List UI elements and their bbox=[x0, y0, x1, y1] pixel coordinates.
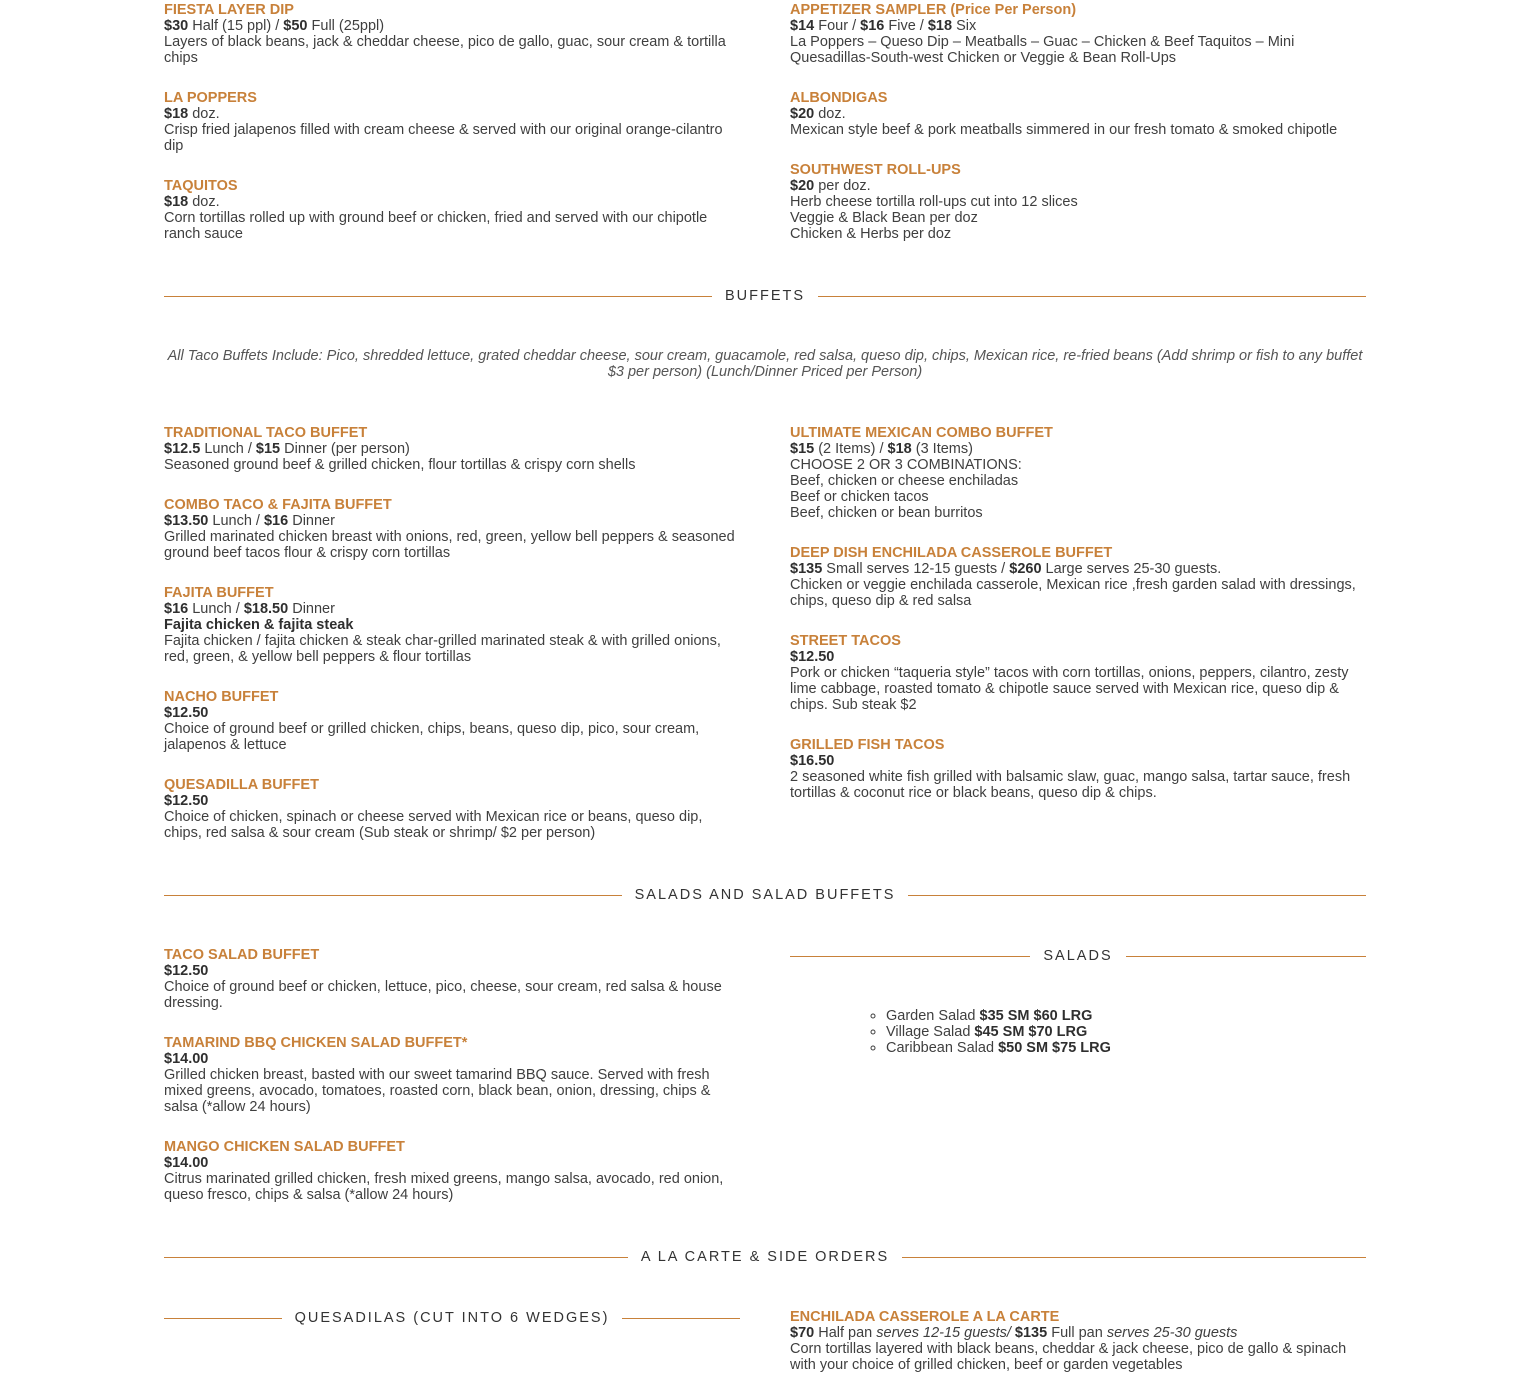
item-price: $12.50 bbox=[164, 705, 209, 721]
item-description: Citrus marinated grilled chicken, fresh mixed greens, mango salsa, avocado, red onion, queso fresco, chips & salsa (*allow 24 hours) bbox=[164, 1171, 724, 1203]
list-item: ◦ Village Salad $45 SM $70 LRG bbox=[886, 1024, 1366, 1040]
menu-item-appetizer-sampler bbox=[790, 2, 1366, 66]
item-price: $16 Lunch / $18.50 Dinner bbox=[164, 601, 335, 617]
item-price: $18 doz. bbox=[164, 194, 220, 210]
item-price: $70 Half pan serves 12-15 guests/ $135 Full pan serves 25-30 guests bbox=[790, 1325, 1238, 1341]
divider-line bbox=[790, 956, 1030, 957]
item-price: $12.50 bbox=[164, 963, 209, 979]
item-description: Seasoned ground beef & grilled chicken, flour tortillas & crispy corn shells bbox=[164, 457, 636, 473]
subsection-heading: QUESADILAS (CUT INTO 6 WEDGES) bbox=[294, 1310, 610, 1326]
buffets-right-column bbox=[790, 425, 1366, 825]
section-divider-salads bbox=[164, 887, 1366, 903]
a-la-carte-right-column bbox=[790, 1309, 1366, 1397]
menu-item-taco-salad-buffet bbox=[164, 947, 740, 1011]
item-description-line: Herb cheese tortilla roll-ups cut into 12 slices bbox=[790, 194, 1078, 210]
item-price: $13.50 Lunch / $16 Dinner bbox=[164, 513, 335, 529]
item-title: FIESTA LAYER DIP bbox=[164, 2, 294, 18]
divider-line bbox=[622, 1318, 740, 1319]
divider-line bbox=[1126, 956, 1366, 957]
item-price: $20 doz. bbox=[790, 106, 846, 122]
item-title: TRADITIONAL TACO BUFFET bbox=[164, 425, 368, 441]
item-description: Layers of black beans, jack & cheddar cheese, pico de gallo, guac, sour cream & tortilla chips bbox=[164, 34, 726, 66]
subsection-divider-salads bbox=[790, 948, 1366, 964]
menu-item-mango-chicken-salad-buffet bbox=[164, 1139, 740, 1203]
item-description: Fajita chicken / fajita chicken & steak char-grilled marinated steak & with grilled onions, red, green, & yellow bell peppers & flour tortillas bbox=[164, 633, 721, 665]
item-price: $14.00 bbox=[164, 1155, 209, 1171]
item-description: Pork or chicken “taqueria style” tacos with corn tortillas, onions, peppers, cilantro, zesty lime cabbage, roasted tomato & chipotle sauce served with Mexican rice, queso dip & chips. Sub steak $2 bbox=[790, 665, 1349, 713]
item-description: La Poppers – Queso Dip – Meatballs – Guac – Chicken & Beef Taquitos – Mini Quesadillas-South-west Chicken or Veggie & Bean Roll-Ups bbox=[790, 34, 1295, 66]
salads-list-column bbox=[790, 1008, 1366, 1056]
section-heading: A LA CARTE & SIDE ORDERS bbox=[640, 1249, 890, 1265]
menu-item-albondigas bbox=[790, 90, 1366, 138]
subsection-divider-quesadillas bbox=[164, 1310, 740, 1326]
item-price: $12.50 bbox=[164, 793, 209, 809]
menu-item-enchilada-casserole-a-la-carte bbox=[790, 1309, 1366, 1373]
divider-line bbox=[908, 895, 1366, 896]
item-price: $20 per doz. bbox=[790, 178, 871, 194]
item-description: Choice of chicken, spinach or cheese served with Mexican rice or beans, queso dip, chips, red salsa & sour cream (Sub steak or shrimp/ $2 per person) bbox=[164, 809, 703, 841]
item-title: QUESADILLA BUFFET bbox=[164, 777, 319, 793]
menu-item-deep-dish-enchilada-casserole-buffet bbox=[790, 545, 1366, 609]
divider-line bbox=[164, 1257, 628, 1258]
item-price: $30 Half (15 ppl) / $50 Full (25ppl) bbox=[164, 18, 385, 34]
item-title: LA POPPERS bbox=[164, 90, 257, 106]
item-description: Grilled marinated chicken breast with onions, red, green, yellow bell peppers & seasoned ground beef tacos flour & crispy corn tortillas bbox=[164, 529, 735, 561]
menu-item-ultimate-mexican-combo-buffet bbox=[790, 425, 1366, 521]
salad-list bbox=[790, 1008, 1366, 1056]
item-price: $15 (2 Items) / $18 (3 Items) bbox=[790, 441, 973, 457]
menu-item-southwest-roll-ups bbox=[790, 162, 1366, 242]
item-title: FAJITA BUFFET bbox=[164, 585, 274, 601]
item-price: $12.50 bbox=[790, 649, 835, 665]
buffet-note: All Taco Buffets Include: Pico, shredded lettuce, grated cheddar cheese, sour cream, guacamole, red salsa, queso dip, chips, Mexican rice, re-fried beans (Add shrimp or fish to any buffet $3 per person) (Lunch/Dinner Priced per Person) bbox=[167, 348, 1363, 380]
item-title: NACHO BUFFET bbox=[164, 689, 279, 705]
item-description-line: Beef, chicken or bean burritos bbox=[790, 505, 983, 521]
item-title: ULTIMATE MEXICAN COMBO BUFFET bbox=[790, 425, 1053, 441]
item-description-line: CHOOSE 2 OR 3 COMBINATIONS: bbox=[790, 457, 1022, 473]
item-title: TACO SALAD BUFFET bbox=[164, 947, 320, 963]
item-price: $135 Small serves 12-15 guests / $260 Large serves 25-30 guests. bbox=[790, 561, 1222, 577]
menu-item-nacho-buffet bbox=[164, 689, 740, 753]
list-item: ◦ Garden Salad $35 SM $60 LRG bbox=[886, 1008, 1366, 1024]
section-heading: SALADS AND SALAD BUFFETS bbox=[634, 887, 896, 903]
item-title: MANGO CHICKEN SALAD BUFFET bbox=[164, 1139, 405, 1155]
divider-line bbox=[164, 296, 712, 297]
section-divider-buffets bbox=[164, 288, 1366, 304]
item-description-line: Beef, chicken or cheese enchiladas bbox=[790, 473, 1019, 489]
menu-item-taquitos bbox=[164, 178, 740, 242]
item-description: Chicken or veggie enchilada casserole, Mexican rice ,fresh garden salad with dressings, chips, queso dip & red salsa bbox=[790, 577, 1356, 609]
item-title: TAQUITOS bbox=[164, 178, 238, 194]
divider-line bbox=[818, 296, 1366, 297]
appetizers-right-column bbox=[790, 2, 1366, 266]
menu-item-traditional-taco-buffet bbox=[164, 425, 740, 473]
menu-item-tamarind-bbq-chicken-salad-buffet bbox=[164, 1035, 740, 1115]
divider-line bbox=[902, 1257, 1366, 1258]
item-description-line: Veggie & Black Bean per doz bbox=[790, 210, 978, 226]
item-description: Grilled chicken breast, basted with our sweet tamarind BBQ sauce. Served with fresh mixed greens, avocado, tomatoes, roasted corn, black bean, onion, dressing, chips & salsa (*allow 24 hours) bbox=[164, 1067, 711, 1115]
menu-item-la-poppers bbox=[164, 90, 740, 154]
menu-item-quesadilla-buffet bbox=[164, 777, 740, 841]
item-title: APPETIZER SAMPLER (Price Per Person) bbox=[790, 2, 1077, 18]
item-title: ALBONDIGAS bbox=[790, 90, 888, 106]
item-price: $14.00 bbox=[164, 1051, 209, 1067]
section-divider-a-la-carte bbox=[164, 1249, 1366, 1265]
subsection-heading: SALADS bbox=[1043, 948, 1113, 964]
section-heading: BUFFETS bbox=[724, 288, 806, 304]
menu-item-combo-taco-fajita-buffet bbox=[164, 497, 740, 561]
item-description: Choice of ground beef or grilled chicken, chips, beans, queso dip, pico, sour cream, jalapenos & lettuce bbox=[164, 721, 700, 753]
item-price: $12.5 Lunch / $15 Dinner (per person) bbox=[164, 441, 410, 457]
item-description-line: Beef or chicken tacos bbox=[790, 489, 929, 505]
salads-left-column bbox=[164, 947, 740, 1227]
item-title: TAMARIND BBQ CHICKEN SALAD BUFFET* bbox=[164, 1035, 468, 1051]
item-description: Choice of ground beef or chicken, lettuce, pico, cheese, sour cream, red salsa & house dressing. bbox=[164, 979, 722, 1011]
item-description: 2 seasoned white fish grilled with balsamic slaw, guac, mango salsa, tartar sauce, fresh tortillas & coconut rice or black beans, queso dip & chips. bbox=[790, 769, 1351, 801]
item-description: Corn tortillas rolled up with ground beef or chicken, fried and served with our chipotle ranch sauce bbox=[164, 210, 708, 242]
item-price: $14 Four / $16 Five / $18 Six bbox=[790, 18, 977, 34]
buffets-left-column bbox=[164, 425, 740, 865]
item-title: STREET TACOS bbox=[790, 633, 901, 649]
item-description: Crisp fried jalapenos filled with cream cheese & served with our original orange-cilantro dip bbox=[164, 122, 723, 154]
item-description: Corn tortillas layered with black beans, cheddar & jack cheese, pico de gallo & spinach with your choice of grilled chicken, beef or garden vegetables bbox=[790, 1341, 1347, 1373]
item-description-line: Chicken & Herbs per doz bbox=[790, 226, 952, 242]
menu-item-street-tacos bbox=[790, 633, 1366, 713]
menu-item-fiesta-layer-dip bbox=[164, 2, 740, 66]
appetizers-left-column bbox=[164, 2, 740, 266]
item-title: DEEP DISH ENCHILADA CASSEROLE BUFFET bbox=[790, 545, 1113, 561]
list-item: ◦ Caribbean Salad $50 SM $75 LRG bbox=[886, 1040, 1366, 1056]
item-title: ENCHILADA CASSEROLE A LA CARTE bbox=[790, 1309, 1060, 1325]
item-title: SOUTHWEST ROLL-UPS bbox=[790, 162, 961, 178]
item-price: $16.50 bbox=[790, 753, 835, 769]
item-title: GRILLED FISH TACOS bbox=[790, 737, 945, 753]
item-price: $18 doz. bbox=[164, 106, 220, 122]
item-subtitle: Fajita chicken & fajita steak bbox=[164, 617, 354, 633]
item-title: COMBO TACO & FAJITA BUFFET bbox=[164, 497, 392, 513]
menu-item-grilled-fish-tacos bbox=[790, 737, 1366, 801]
item-description: Mexican style beef & pork meatballs simmered in our fresh tomato & smoked chipotle bbox=[790, 122, 1338, 138]
divider-line bbox=[164, 1318, 282, 1319]
divider-line bbox=[164, 895, 622, 896]
menu-item-fajita-buffet bbox=[164, 585, 740, 665]
